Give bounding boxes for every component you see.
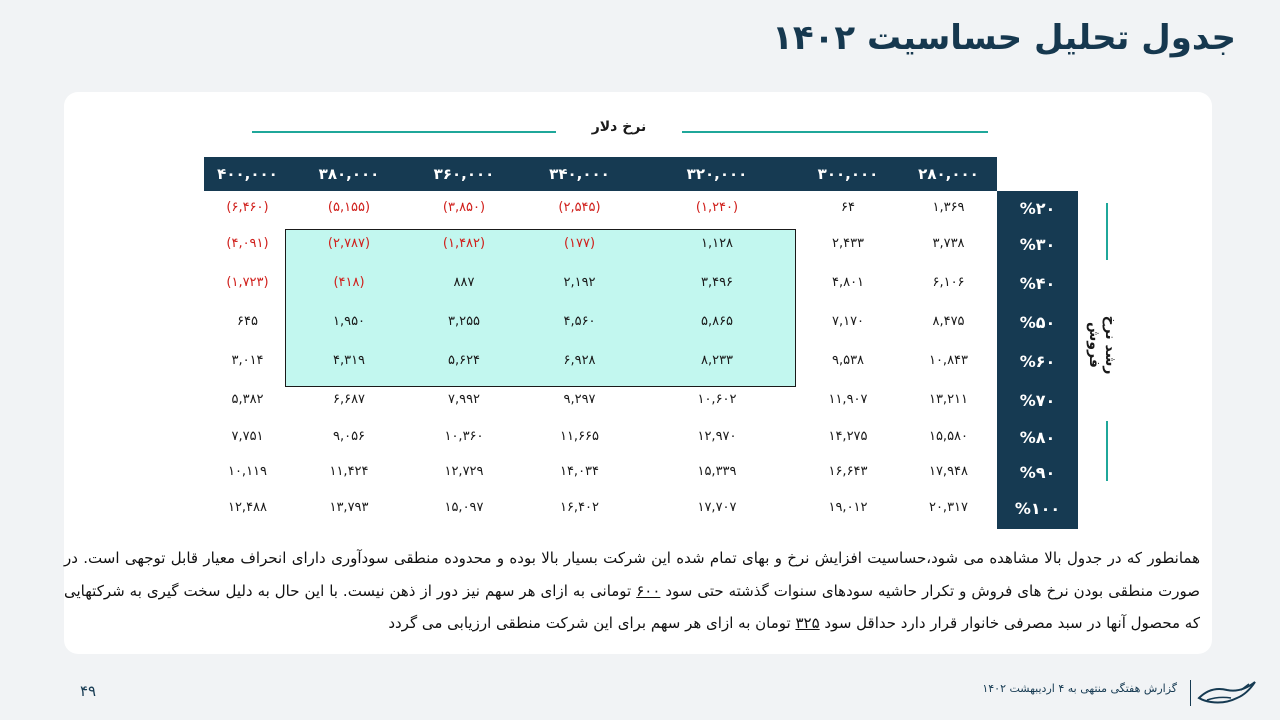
table-cell: ۶,۶۸۷ <box>332 392 366 407</box>
analysis-paragraph <box>64 542 1200 640</box>
table-cell: ۴,۳۱۹ <box>332 353 366 368</box>
table-cell: ۶۴۵ <box>237 314 258 329</box>
table-cell: ۱۴,۰۳۴ <box>559 464 600 479</box>
table-cell: ۶۴ <box>841 200 855 215</box>
analysis-text-1: همانطور که در جدول بالا مشاهده می شود،حساسیت افزایش نرخ و بهای تمام شده این شرکت بسیار بالا بوده و محدوده منطقی سودآوری دارای انحراف معیار قابل توجهی است. در صورت منطقی بودن نرخ های فروش و تکرار حاشیه سودهای سنوات گذشته حتی سود <box>64 549 1200 600</box>
row-label: %۱۰۰ <box>1014 499 1061 518</box>
row-label: %۹۰ <box>1019 463 1056 482</box>
row-label: %۳۰ <box>1019 235 1056 254</box>
table-cell: ۸۸۷ <box>453 275 475 290</box>
table-cell: ۴,۸۰۱ <box>831 275 865 290</box>
table-cell: ۳,۰۱۴ <box>231 353 264 368</box>
table-cell: ۹,۲۹۷ <box>563 392 596 407</box>
row-label: %۵۰ <box>1019 313 1056 332</box>
table-cell: ۷,۹۹۲ <box>447 392 481 407</box>
table-cell: ۹,۵۳۸ <box>831 353 865 368</box>
company-logo-icon <box>1197 678 1257 708</box>
report-title: گزارش هفتگی منتهی به ۴ اردیبهشت ۱۴۰۲ <box>982 682 1177 695</box>
column-header: ۲۸۰,۰۰۰ <box>918 165 979 183</box>
row-label-column <box>997 191 1078 529</box>
table-cell: ۵,۸۶۵ <box>700 314 734 329</box>
table-cell: ۲۰,۳۱۷ <box>928 500 969 515</box>
table-cell: ۸,۲۳۳ <box>700 353 734 368</box>
column-header: ۳۰۰,۰۰۰ <box>817 165 879 183</box>
table-cell: ۱۲,۴۸۸ <box>227 500 268 515</box>
table-cell: (۱۷۷) <box>563 236 596 251</box>
sales-axis-line-top <box>1106 203 1108 260</box>
table-cell: ۶,۹۲۸ <box>563 353 596 368</box>
table-cell: ۱,۹۵۰ <box>332 314 366 329</box>
row-label: %۶۰ <box>1019 352 1056 371</box>
table-cell: (۴۱۸) <box>333 275 365 290</box>
table-cell: ۲,۱۹۲ <box>563 275 596 290</box>
table-cell: ۷,۷۵۱ <box>231 429 264 444</box>
table-cell: ۱۳,۷۹۳ <box>329 500 369 515</box>
table-cell: ۱۳,۲۱۱ <box>928 392 969 407</box>
column-header: ۳۲۰,۰۰۰ <box>686 165 748 183</box>
table-cell: ۱۰,۳۶۰ <box>444 429 484 444</box>
row-label: %۷۰ <box>1019 391 1056 410</box>
table-cell: ۷,۱۷۰ <box>831 314 865 329</box>
table-cell: ۱۴,۲۷۵ <box>828 429 868 444</box>
row-label: %۸۰ <box>1019 428 1056 447</box>
table-cell: ۸,۴۷۵ <box>932 314 965 329</box>
dollar-axis-line-right <box>682 131 988 133</box>
table-cell: ۱۵,۵۸۰ <box>928 429 969 444</box>
table-cell: ۳,۴۹۶ <box>700 275 734 290</box>
dollar-axis-line-left <box>252 131 556 133</box>
table-cell: (۱,۲۴۰) <box>695 200 739 215</box>
page-number: ۴۹ <box>80 682 97 700</box>
column-header: ۳۴۰,۰۰۰ <box>549 165 610 183</box>
dollar-axis-header <box>252 114 988 150</box>
table-cell: (۱,۴۸۲) <box>442 236 486 251</box>
table-cell: ۱۱,۴۲۴ <box>329 464 369 479</box>
table-cell: ۳,۲۵۵ <box>447 314 481 329</box>
table-cell: ۴,۵۶۰ <box>563 314 596 329</box>
table-cell: ۳,۷۳۸ <box>932 236 965 251</box>
table-cell: ۱۵,۰۹۷ <box>444 500 484 515</box>
table-cell: (۳,۸۵۰) <box>442 200 486 215</box>
analysis-text-3: تومان به ازای هر سهم برای این شرکت منطقی ارزیابی می گردد <box>388 614 796 632</box>
table-cell: (۱,۷۲۳) <box>226 275 269 290</box>
table-cell: (۲,۵۴۵) <box>558 200 601 215</box>
dollar-axis-label: نرخ دلار <box>591 119 647 135</box>
profit-325: ۳۲۵ <box>795 614 820 632</box>
table-cell: ۱۱,۶۶۵ <box>559 429 600 444</box>
table-cell: (۵,۱۵۵) <box>327 200 371 215</box>
table-cell: ۱۵,۳۳۹ <box>697 464 737 479</box>
table-cell: (۴,۰۹۱) <box>226 236 269 251</box>
row-label: %۲۰ <box>1019 199 1056 218</box>
sales-axis-label: رشد نرخ فروش <box>1086 315 1118 375</box>
table-cell: ۱۹,۰۱۲ <box>828 500 868 515</box>
sensitivity-panel <box>64 92 1212 654</box>
table-cell: ۱۰,۶۰۲ <box>697 392 737 407</box>
table-cell: ۵,۳۸۲ <box>231 392 264 407</box>
table-cell: ۱۰,۱۱۹ <box>227 464 268 479</box>
table-cell: ۱۱,۹۰۷ <box>828 392 868 407</box>
table-cell: ۱۰,۸۴۳ <box>928 353 969 368</box>
column-header: ۳۸۰,۰۰۰ <box>318 165 380 183</box>
analysis-text-2: تومانی به ازای هر سهم نیز دور از ذهن نیست. با این حال به دلیل سخت گیری به شرکتهایی که محصول آنها در سبد مصرفی خانوار قرار دارد حداقل سود <box>64 581 1200 632</box>
table-cell: ۱۷,۹۴۸ <box>928 464 969 479</box>
column-header: ۴۰۰,۰۰۰ <box>217 165 278 183</box>
table-cell: ۶,۱۰۶ <box>932 275 965 290</box>
profit-600: ۶۰۰ <box>636 581 661 600</box>
table-cell: ۲,۴۳۳ <box>831 236 865 251</box>
table-cell: ۱۶,۶۴۳ <box>828 464 868 479</box>
table-cell: ۱,۱۲۸ <box>700 236 734 251</box>
column-header-row <box>204 157 997 191</box>
table-cell: ۱۲,۷۲۹ <box>444 464 484 479</box>
footer-divider <box>1190 680 1191 706</box>
table-cell: ۱۶,۴۰۲ <box>559 500 600 515</box>
column-header: ۳۶۰,۰۰۰ <box>433 165 495 183</box>
sales-axis-line-bottom <box>1106 421 1108 481</box>
table-cell: ۱۷,۷۰۷ <box>697 500 737 515</box>
table-cell: ۱۲,۹۷۰ <box>697 429 737 444</box>
table-cell: ۹,۰۵۶ <box>332 429 366 444</box>
table-cell: ۵,۶۲۴ <box>447 353 481 368</box>
table-cell: ۱,۳۶۹ <box>932 200 965 215</box>
table-cell: (۶,۴۶۰) <box>226 200 269 215</box>
table-cell: (۲,۷۸۷) <box>327 236 371 251</box>
row-label: %۴۰ <box>1019 274 1056 293</box>
page-title: جدول تحلیل حساسیت ۱۴۰۲ <box>772 18 1236 58</box>
